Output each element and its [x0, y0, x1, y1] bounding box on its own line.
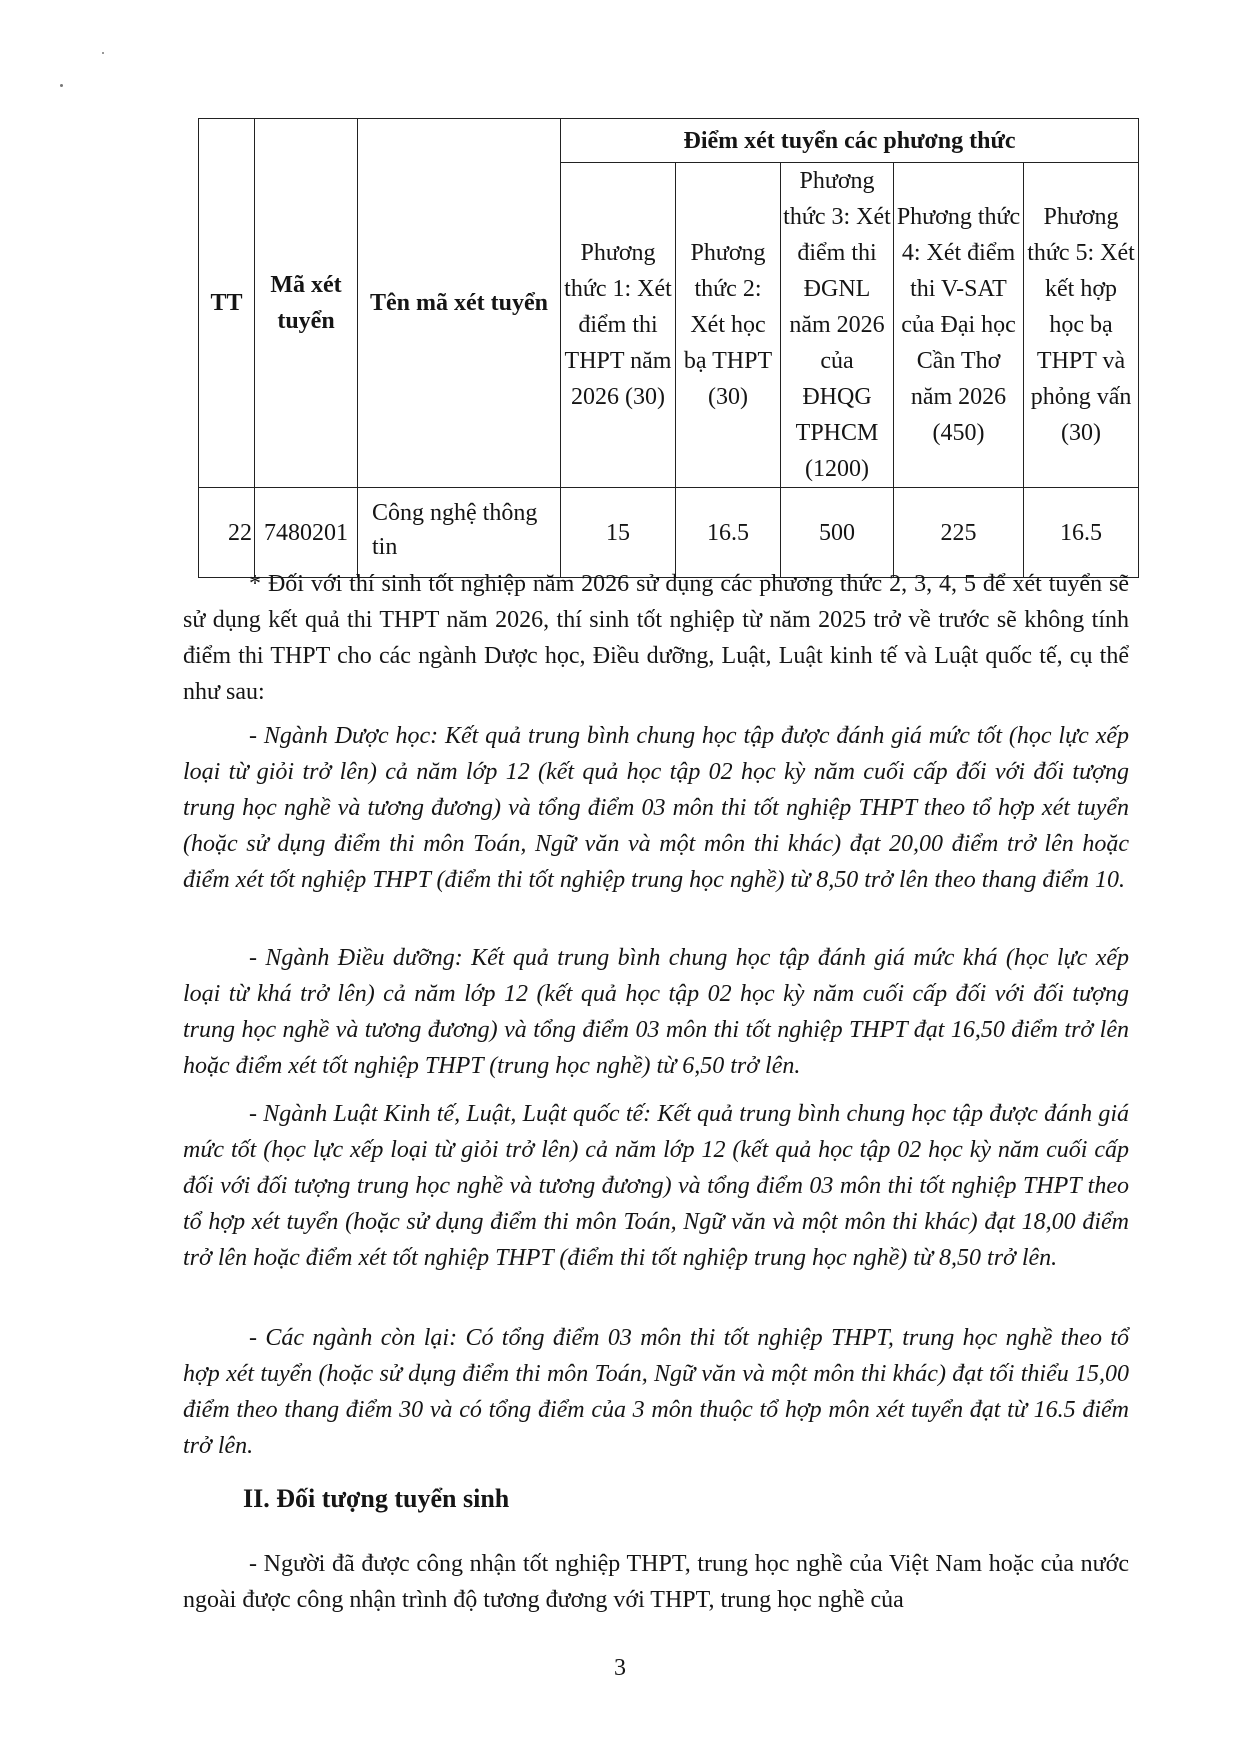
- section-title: II. Đối tượng tuyển sinh: [243, 1484, 510, 1513]
- col-header-name: Tên mã xét tuyển: [358, 119, 561, 488]
- section-paragraph: - Người đã được công nhận tốt nghiệp THPT, trung học nghề của Việt Nam hoặc của nước ngoài được công nhận trình độ tương đương với THPT, trung học nghề của: [183, 1551, 1129, 1613]
- requirement-law: - Ngành Luật Kinh tế, Luật, Luật quốc tế: Kết quả trung bình chung học tập được đánh giá mức tốt (học lực xếp loại từ giỏi trở lên) cả năm lớp 12 (kết quả học tập 02 học kỳ năm cuối cấp đối với đối tượng trung học nghề và tương đương) và tổng điểm 03 môn thi tốt nghiệp THPT theo tổ hợp xét tuyển (hoặc sử dụng điểm thi môn Toán, Ngữ văn và một môn thi khác) đạt 18,00 điểm trở lên hoặc điểm xét tốt nghiệp THPT (điểm thi tốt nghiệp trung học nghề) từ 8,50 trở lên.: [183, 1101, 1129, 1271]
- table-note: * Đối với thí sinh tốt nghiệp năm 2026 sử dụng các phương thức 2, 3, 4, 5 để xét tuyển sẽ sử dụng kết quả thi THPT năm 2026, thí sinh tốt nghiệp từ năm 2025 trở về trước sẽ không tính điểm thi THPT cho các ngành Dược học, Điều dưỡng, Luật, Luật kinh tế và Luật quốc tế, cụ thể như sau:: [183, 571, 1129, 705]
- table-row: [199, 488, 1139, 578]
- table-header-row: [199, 119, 1139, 163]
- cell-tt: 22: [199, 488, 255, 578]
- cell-score-method-1: 15: [561, 488, 676, 578]
- cell-code: 7480201: [255, 488, 358, 578]
- page-number: 3: [614, 1655, 626, 1681]
- col-header-tt: TT: [199, 119, 255, 488]
- cell-score-method-3: 500: [781, 488, 894, 578]
- cell-score-method-5: 16.5: [1024, 488, 1139, 578]
- col-header-code: Mã xét tuyển: [255, 119, 358, 488]
- requirement-nursing: - Ngành Điều dưỡng: Kết quả trung bình chung học tập đánh giá mức khá (học lực xếp loại từ khá trở lên) cả năm lớp 12 (kết quả học tập 02 học kỳ năm cuối cấp đối với đối tượng trung học nghề và tương đương) và tổng điểm 03 môn thi tốt nghiệp THPT đạt 16,50 điểm trở lên hoặc điểm xét tốt nghiệp THPT (trung học nghề) từ 6,50 trở lên.: [183, 945, 1129, 1079]
- cell-score-method-2: 16.5: [676, 488, 781, 578]
- admission-score-table: [198, 118, 1139, 578]
- col-header-method-2: Phương thức 2: Xét học bạ THPT (30): [676, 163, 781, 488]
- scan-speck: [60, 84, 63, 87]
- col-header-method-3: Phương thức 3: Xét điểm thi ĐGNL năm 2026 của ĐHQG TPHCM (1200): [781, 163, 894, 488]
- cell-score-method-4: 225: [894, 488, 1024, 578]
- col-header-score-group: Điểm xét tuyển các phương thức: [561, 119, 1139, 163]
- requirement-other-majors: - Các ngành còn lại: Có tổng điểm 03 môn thi tốt nghiệp THPT, trung học nghề theo tổ hợp xét tuyển (hoặc sử dụng điểm thi môn Toán, Ngữ văn và một môn thi khác) đạt tối thiểu 15,00 điểm theo thang điểm 30 và có tổng điểm của 3 môn thuộc tổ hợp môn xét tuyển đạt từ 16.5 điểm trở lên.: [183, 1325, 1129, 1459]
- requirement-pharmacy: - Ngành Dược học: Kết quả trung bình chung học tập được đánh giá mức tốt (học lực xếp loại từ giỏi trở lên) cả năm lớp 12 (kết quả học tập 02 học kỳ năm cuối cấp đối với đối tượng trung học nghề và tương đương) và tổng điểm 03 môn thi tốt nghiệp THPT theo tổ hợp xét tuyển (hoặc sử dụng điểm thi môn Toán, Ngữ văn và một môn thi khác) đạt 20,00 điểm trở lên hoặc điểm xét tốt nghiệp THPT (điểm thi tốt nghiệp trung học nghề) từ 8,50 trở lên theo thang điểm 10.: [183, 723, 1129, 893]
- scan-speck: [102, 52, 104, 54]
- col-header-method-5: Phương thức 5: Xét kết hợp học bạ THPT và phỏng vấn (30): [1024, 163, 1139, 488]
- col-header-method-4: Phương thức 4: Xét điểm thi V-SAT của Đại học Cần Thơ năm 2026 (450): [894, 163, 1024, 488]
- cell-name: Công nghệ thông tin: [358, 488, 561, 578]
- col-header-method-1: Phương thức 1: Xét điểm thi THPT năm 2026 (30): [561, 163, 676, 488]
